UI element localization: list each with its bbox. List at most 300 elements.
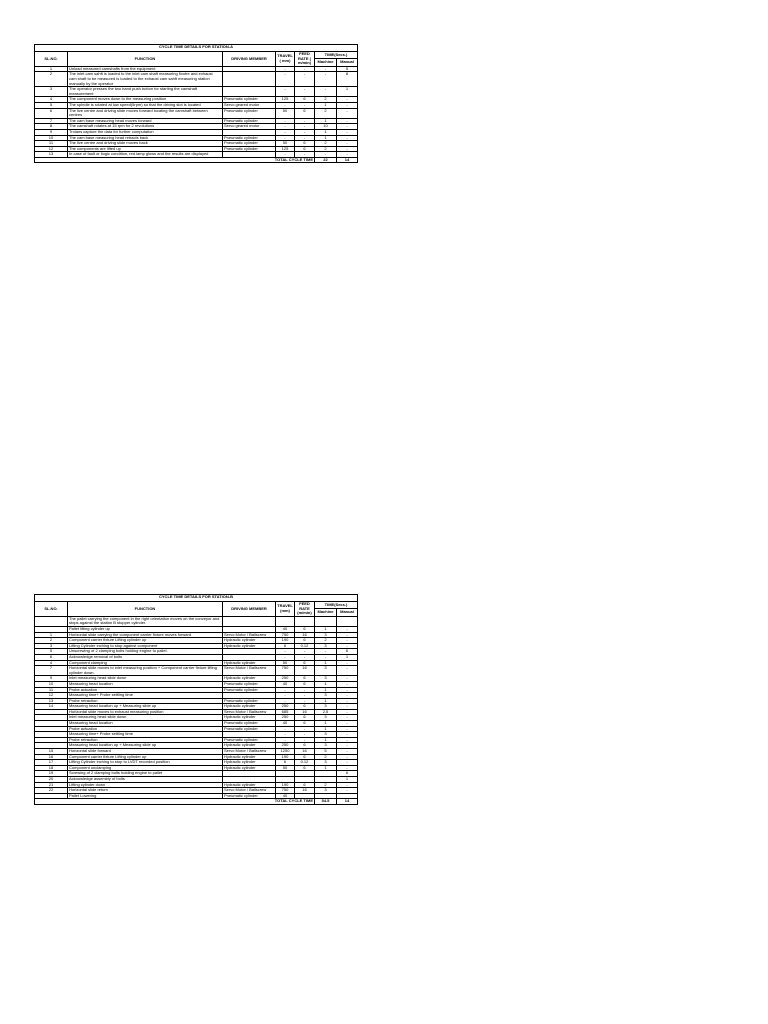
cell-manual-time: -: [337, 141, 358, 147]
cell-driving-member: Servo Motor / Ballscrew: [223, 666, 276, 676]
cell-function: Inlet measuring head slide down: [68, 676, 223, 682]
cell-travel: -: [276, 87, 295, 97]
cell-feed-rate: -: [295, 72, 315, 87]
cell-driving-member: Hydraulic cylinder: [223, 643, 276, 649]
col-header-time: TIME(Secs.): [315, 602, 358, 609]
cell-manual-time: 1: [337, 87, 358, 97]
cell-manual-time: -: [337, 737, 358, 743]
cell-manual-time: 1: [337, 777, 358, 783]
cell-function: The camshaft rotates at 15 rpm for 2 revolutions: [68, 124, 223, 130]
cell-machine-time: 1: [315, 135, 337, 141]
cell-manual-time: 6: [337, 649, 358, 655]
cell-machine-time: 3: [315, 693, 337, 699]
cell-feed-rate: 16: [295, 632, 315, 638]
cell-function: Component carrier fixture Lifting cylinder up: [68, 754, 223, 760]
cell-slno: 13: [35, 698, 68, 704]
cell-feed-rate: -: [295, 649, 315, 655]
cell-slno: 12: [35, 693, 68, 699]
cell-driving-member: Hydraulic cylinder: [223, 638, 276, 644]
cell-manual-time: -: [337, 715, 358, 721]
cell-feed-rate: 16: [295, 709, 315, 715]
cell-function: Probe retraction: [68, 737, 223, 743]
cell-slno: 3: [35, 643, 68, 649]
cell-feed-rate: -: [295, 87, 315, 97]
cell-driving-member: Pneumatic cylinder: [223, 698, 276, 704]
cell-machine-time: -: [315, 649, 337, 655]
cell-driving-member: Pneumatic cylinder: [223, 146, 276, 152]
total-machine-time: 54.5: [315, 799, 337, 805]
table-row: [35, 666, 358, 676]
cell-feed-rate: 6: [295, 704, 315, 710]
cell-function: The spindle is rotated at low speed(5rpm) so that the driving slot is located: [68, 102, 223, 108]
cell-function: Measuring time+ Probe settling time: [68, 732, 223, 738]
cell-manual-time: -: [337, 760, 358, 766]
cell-slno: 2: [35, 72, 68, 87]
cell-travel: -: [276, 654, 295, 660]
cell-travel: -: [276, 72, 295, 87]
cell-feed-rate: 6: [295, 743, 315, 749]
cell-travel: 50: [276, 660, 295, 666]
cell-machine-time: 3: [315, 676, 337, 682]
cell-driving-member: Servo Motor / Ballscrew: [223, 788, 276, 794]
table-row: [35, 72, 358, 87]
cell-feed-rate: -: [295, 124, 315, 130]
cell-travel: 1250: [276, 749, 295, 755]
cell-travel: 750: [276, 788, 295, 794]
total-cycle-time-label: TOTAL CYCLE TIME: [35, 799, 315, 805]
cell-machine-time: 5: [315, 749, 337, 755]
cell-slno: 9: [35, 676, 68, 682]
cell-travel: 250: [276, 743, 295, 749]
cell-machine-time: 2: [315, 782, 337, 788]
col-header-machine: Machine: [315, 59, 337, 66]
cell-travel: -: [276, 124, 295, 130]
cell-manual-time: -: [337, 726, 358, 732]
cell-manual-time: -: [337, 152, 358, 158]
cell-machine-time: -: [315, 66, 337, 72]
cell-travel: -: [276, 737, 295, 743]
cell-feed-rate: 6: [295, 754, 315, 760]
cell-function: Component unclamping: [68, 765, 223, 771]
cell-travel: 685: [276, 709, 295, 715]
cell-slno: 1: [35, 66, 68, 72]
cell-machine-time: 1: [315, 118, 337, 124]
cell-function: Probe actuation: [68, 726, 223, 732]
cell-function: Horizontal slide moves to exhaust measuring position: [68, 709, 223, 715]
cell-function: Lifting cylinder down: [68, 782, 223, 788]
cell-feed-rate: 0.12: [295, 643, 315, 649]
cell-feed-rate: 16: [295, 666, 315, 676]
cell-feed-rate: 6: [295, 638, 315, 644]
cell-feed-rate: -: [295, 135, 315, 141]
cell-function: Unscrewing of 2 clamping bolts holding engine to pallet.: [68, 649, 223, 655]
cell-slno: 21: [35, 782, 68, 788]
cell-machine-time: 2.5: [315, 709, 337, 715]
cell-function: Probe retraction: [68, 698, 223, 704]
cell-machine-time: 3: [315, 715, 337, 721]
cell-function: Pallet lifting cylinder up: [68, 626, 223, 632]
cell-slno: 5: [35, 102, 68, 108]
cell-manual-time: 1: [337, 654, 358, 660]
cell-manual-time: -: [337, 709, 358, 715]
cell-travel: -: [276, 152, 295, 158]
cell-function: Acknowledge removal of bolts: [68, 654, 223, 660]
cell-machine-time: -: [315, 654, 337, 660]
cell-function: Lifting Cylinder inching to stop against component: [68, 643, 223, 649]
cell-slno: 19: [35, 771, 68, 777]
cell-manual-time: -: [337, 124, 358, 130]
col-header-time: TIME(Secs.): [315, 52, 358, 59]
cell-driving-member: Servo geared motor: [223, 102, 276, 108]
cell-travel: 40: [276, 793, 295, 799]
cell-driving-member: Pneumatic cylinder: [223, 721, 276, 727]
cell-slno: 10: [35, 135, 68, 141]
table-title: CYCLE TIME DETAILS FOR STATION-A: [35, 45, 358, 52]
cell-travel: 190: [276, 782, 295, 788]
cell-machine-time: -: [315, 72, 337, 87]
cell-travel: 190: [276, 754, 295, 760]
col-header-manual: Manual: [337, 609, 358, 616]
cell-machine-time: 2: [315, 108, 337, 118]
col-header-travel: TRAVEL (mm): [276, 602, 295, 617]
cell-function: Measuring head location: [68, 681, 223, 687]
cell-slno: 22: [35, 788, 68, 794]
cell-slno: [35, 616, 68, 626]
cell-manual-time: -: [337, 681, 358, 687]
col-header-function: FUNCTION: [68, 52, 223, 67]
cell-slno: 7: [35, 118, 68, 124]
cell-function: The pallet carrying the component in the right orientation moves on the conveyor and stops against the station B stopper cylinder.: [68, 616, 223, 626]
cell-manual-time: -: [337, 135, 358, 141]
cell-machine-time: 1: [315, 698, 337, 704]
cell-travel: -: [276, 726, 295, 732]
cell-feed-rate: 0.12: [295, 760, 315, 766]
cell-feed-rate: -: [295, 698, 315, 704]
cell-function: The live centre and driving slide moves back: [68, 141, 223, 147]
cell-slno: 14: [35, 704, 68, 710]
cell-function: The cam base measuring head retracts back: [68, 135, 223, 141]
cell-driving-member: Hydraulic cylinder: [223, 676, 276, 682]
cell-travel: 250: [276, 676, 295, 682]
cell-function: The operator presses the two hand push button for starting the camshaft measurement: [68, 87, 223, 97]
cell-manual-time: -: [337, 129, 358, 135]
cell-function: Horizontal slide moves to inlet measuring position + Component carrier fixture lifting cylinder down.: [68, 666, 223, 676]
cell-machine-time: 1: [315, 626, 337, 632]
cell-driving-member: Hydraulic cylinder: [223, 760, 276, 766]
cell-driving-member: Pneumatic cylinder: [223, 97, 276, 103]
cell-travel: 40: [276, 721, 295, 727]
cell-travel: 125: [276, 97, 295, 103]
cell-slno: 2: [35, 638, 68, 644]
cell-feed-rate: -: [295, 102, 315, 108]
cell-manual-time: -: [337, 687, 358, 693]
col-header-slno: SL.NO.: [35, 52, 68, 67]
cell-feed-rate: -: [295, 118, 315, 124]
cell-machine-time: 3: [315, 760, 337, 766]
cell-manual-time: -: [337, 626, 358, 632]
cell-driving-member: [223, 616, 276, 626]
col-header-driving-member: DRIVING MEMBER: [223, 52, 276, 67]
cell-travel: -: [276, 732, 295, 738]
cell-driving-member: Pneumatic cylinder: [223, 726, 276, 732]
col-header-driving-member: DRIVING MEMBER: [223, 602, 276, 617]
table-body: [35, 66, 358, 157]
cell-driving-member: [223, 72, 276, 87]
cell-function: The component moves down to the measuring position: [68, 97, 223, 103]
total-machine-time: 22: [315, 157, 337, 163]
total-cycle-time-label: TOTAL CYCLE TIME: [35, 157, 315, 163]
cell-manual-time: -: [337, 660, 358, 666]
cell-driving-member: Hydraulic cylinder: [223, 715, 276, 721]
table-row: [35, 87, 358, 97]
cell-travel: -: [276, 693, 295, 699]
cell-machine-time: 1: [315, 765, 337, 771]
cell-feed-rate: -: [295, 687, 315, 693]
cell-slno: 11: [35, 141, 68, 147]
cell-machine-time: 2: [315, 141, 337, 147]
cell-function: Trolans capture the data for further computation: [68, 129, 223, 135]
cell-driving-member: Pneumatic cylinder: [223, 687, 276, 693]
cell-feed-rate: -: [295, 732, 315, 738]
col-header-slno: SL.NO.: [35, 602, 68, 617]
cell-driving-member: Pneumatic cylinder: [223, 141, 276, 147]
cell-machine-time: 1: [315, 687, 337, 693]
cell-slno: 8: [35, 124, 68, 130]
cell-travel: 125: [276, 146, 295, 152]
cell-function: Measuring head location up + Measuring slide up: [68, 743, 223, 749]
cell-machine-time: [315, 616, 337, 626]
cell-manual-time: -: [337, 765, 358, 771]
cell-machine-time: 1: [315, 681, 337, 687]
cell-manual-time: -: [337, 782, 358, 788]
cell-function: Horizontal slide return: [68, 788, 223, 794]
table-row: [35, 616, 358, 626]
cell-feed-rate: 6: [295, 676, 315, 682]
cell-feed-rate: 16: [295, 749, 315, 755]
cell-slno: 11: [35, 687, 68, 693]
cell-function: Pallet Lowering: [68, 793, 223, 799]
cell-travel: 50: [276, 141, 295, 147]
cell-function: Unload measured camshafts from the equipment: [68, 66, 223, 72]
cell-function: In case of fault or ilogic condition, red lamp glows and the results are displayed: [68, 152, 223, 158]
cell-feed-rate: -: [295, 693, 315, 699]
cell-function: The live centre and driving slide moves forward locating the camshaft between centres: [68, 108, 223, 118]
cell-travel: -: [276, 135, 295, 141]
cell-manual-time: -: [337, 788, 358, 794]
cell-machine-time: 3: [315, 632, 337, 638]
cell-manual-time: -: [337, 632, 358, 638]
cell-travel: 50: [276, 108, 295, 118]
col-header-travel: TRAVEL ( mm): [276, 52, 295, 67]
cell-driving-member: Servo Motor / Ballscrew: [223, 632, 276, 638]
cell-driving-member: Hydraulic cylinder: [223, 660, 276, 666]
cell-travel: 750: [276, 666, 295, 676]
cell-driving-member: Pneumatic cylinder: [223, 118, 276, 124]
cell-feed-rate: 6: [295, 146, 315, 152]
cell-feed-rate: -: [295, 737, 315, 743]
cell-manual-time: -: [337, 146, 358, 152]
cell-manual-time: -: [337, 721, 358, 727]
cell-manual-time: -: [337, 118, 358, 124]
cell-machine-time: 3: [315, 666, 337, 676]
cell-function: Probe actuation: [68, 687, 223, 693]
cell-travel: 50: [276, 765, 295, 771]
cell-slno: 12: [35, 146, 68, 152]
cell-machine-time: 1: [315, 660, 337, 666]
cell-slno: 10: [35, 681, 68, 687]
cell-driving-member: Hydraulic cylinder: [223, 704, 276, 710]
cell-driving-member: Hydraulic cylinder: [223, 754, 276, 760]
cell-function: Measuring time+ Probe settling time: [68, 693, 223, 699]
cell-machine-time: 2: [315, 97, 337, 103]
cell-feed-rate: [295, 616, 315, 626]
cell-slno: 3: [35, 87, 68, 97]
cell-function: The inlet cam sahft is loaded to the inlet cam shaft measuring fixutre and exhaust cam shaft to be measured is loaded to the exhaust cam sahft measuring station manually by the operator: [68, 72, 223, 87]
cell-machine-time: 3: [315, 743, 337, 749]
col-header-function: FUNCTION: [68, 602, 223, 617]
cell-driving-member: Servo geared motor: [223, 124, 276, 130]
cell-feed-rate: 6: [295, 108, 315, 118]
cell-manual-time: -: [337, 704, 358, 710]
cell-machine-time: -: [315, 87, 337, 97]
cell-travel: [276, 616, 295, 626]
cell-slno: 20: [35, 777, 68, 783]
cell-machine-time: 3: [315, 704, 337, 710]
cell-feed-rate: -: [295, 66, 315, 72]
cell-machine-time: 1: [315, 102, 337, 108]
cell-machine-time: 1: [315, 726, 337, 732]
cell-machine-time: -: [315, 152, 337, 158]
cell-travel: 250: [276, 715, 295, 721]
cell-feed-rate: -: [295, 654, 315, 660]
cell-travel: -: [276, 66, 295, 72]
cell-machine-time: 2: [315, 638, 337, 644]
cell-travel: -: [276, 687, 295, 693]
cell-manual-time: -: [337, 676, 358, 682]
cell-travel: -: [276, 118, 295, 124]
cell-slno: 4: [35, 660, 68, 666]
cell-slno: 1: [35, 632, 68, 638]
col-header-feed-rate: FEED RATE ( m/min): [295, 52, 315, 67]
col-header-manual: Manual: [337, 59, 358, 66]
cell-feed-rate: 6: [295, 660, 315, 666]
cell-slno: 6: [35, 654, 68, 660]
total-manual-time: 14: [337, 157, 358, 163]
cell-travel: 6: [276, 760, 295, 766]
cell-machine-time: 1: [315, 129, 337, 135]
cell-function: Lifting Cylinder inching to stop to LVDT recorded position: [68, 760, 223, 766]
cell-slno: 6: [35, 108, 68, 118]
cell-feed-rate: 6: [295, 141, 315, 147]
cell-manual-time: -: [337, 698, 358, 704]
cell-feed-rate: -: [295, 129, 315, 135]
station-b-cycle-time-table: [34, 594, 358, 805]
cell-manual-time: 8: [337, 72, 358, 87]
cell-driving-member: Hydraulic cylinder: [223, 782, 276, 788]
cell-slno: 7: [35, 666, 68, 676]
cell-feed-rate: -: [295, 726, 315, 732]
cell-travel: 40: [276, 681, 295, 687]
cell-manual-time: -: [337, 666, 358, 676]
cell-slno: 5: [35, 649, 68, 655]
cell-travel: 40: [276, 626, 295, 632]
col-header-machine: Machine: [315, 609, 337, 616]
cell-function: Measuring head location: [68, 721, 223, 727]
cell-manual-time: -: [337, 743, 358, 749]
cell-function: The components are lifted up: [68, 146, 223, 152]
cell-manual-time: [337, 616, 358, 626]
cell-feed-rate: 6: [295, 765, 315, 771]
cell-function: Acknowledge assembly of bolts: [68, 777, 223, 783]
cell-travel: 750: [276, 632, 295, 638]
cell-machine-time: 3: [315, 643, 337, 649]
cell-manual-time: -: [337, 108, 358, 118]
cell-driving-member: Pneumatic cylinder: [223, 793, 276, 799]
cell-feed-rate: 6: [295, 782, 315, 788]
cell-driving-member: Pneumatic cylinder: [223, 135, 276, 141]
cell-driving-member: Pneumatic cylinder: [223, 737, 276, 743]
cell-slno: 17: [35, 760, 68, 766]
cell-feed-rate: 6: [295, 721, 315, 727]
cell-manual-time: -: [337, 643, 358, 649]
cell-function: Component carrier fixture Lifting cylinder up: [68, 638, 223, 644]
cell-slno: 15: [35, 749, 68, 755]
cell-travel: -: [276, 649, 295, 655]
cell-function: Inlet measuring head slide down: [68, 715, 223, 721]
total-manual-time: 14: [337, 799, 358, 805]
cell-travel: 190: [276, 638, 295, 644]
cell-slno: 4: [35, 97, 68, 103]
cell-slno: 18: [35, 765, 68, 771]
cell-travel: 250: [276, 704, 295, 710]
station-a-cycle-time-table: [34, 44, 358, 163]
cell-machine-time: 1: [315, 737, 337, 743]
cell-driving-member: Hydraulic cylinder: [223, 765, 276, 771]
cell-driving-member: Servo Motor / Ballscrew: [223, 709, 276, 715]
cell-driving-member: Pneumatic cylinder: [223, 108, 276, 118]
cell-manual-time: -: [337, 102, 358, 108]
cell-feed-rate: 6: [295, 626, 315, 632]
cell-manual-time: -: [337, 732, 358, 738]
cell-machine-time: 10: [315, 124, 337, 130]
col-header-feed-rate: FEED RATE (m/min): [295, 602, 315, 617]
cell-manual-time: 6: [337, 771, 358, 777]
cell-slno: 9: [35, 129, 68, 135]
cell-manual-time: -: [337, 638, 358, 644]
cell-function: Component clamping: [68, 660, 223, 666]
cell-feed-rate: 6: [295, 681, 315, 687]
cell-travel: -: [276, 129, 295, 135]
cell-driving-member: Hydraulic cylinder: [223, 743, 276, 749]
cell-travel: -: [276, 102, 295, 108]
table-title: CYCLE TIME DETAILS FOR STATION-B: [35, 595, 358, 602]
cell-manual-time: -: [337, 693, 358, 699]
table-row: [35, 108, 358, 118]
cell-travel: -: [276, 698, 295, 704]
cell-driving-member: Servo Motor / Ballscrew: [223, 749, 276, 755]
cell-machine-time: 2: [315, 754, 337, 760]
cell-driving-member: [223, 87, 276, 97]
cell-manual-time: 5: [337, 66, 358, 72]
cell-feed-rate: 16: [295, 788, 315, 794]
cell-machine-time: 2: [315, 146, 337, 152]
cell-feed-rate: -: [295, 152, 315, 158]
cell-slno: 13: [35, 152, 68, 158]
cell-machine-time: 1: [315, 721, 337, 727]
cell-travel: 6: [276, 643, 295, 649]
cell-driving-member: Pneumatic cylinder: [223, 681, 276, 687]
cell-manual-time: -: [337, 749, 358, 755]
